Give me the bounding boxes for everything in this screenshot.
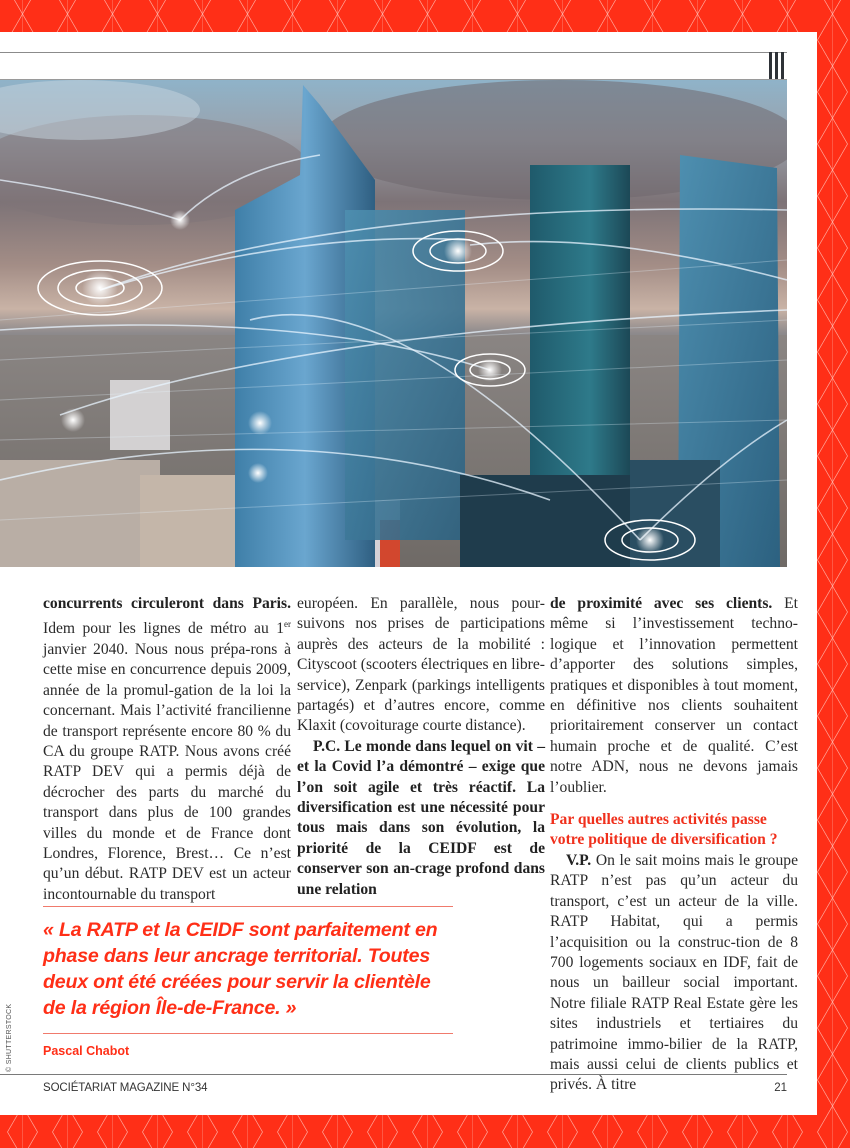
- magazine-page: [0, 32, 817, 1115]
- article-column-3: [550, 594, 798, 1096]
- pull-quote-author: Pascal Chabot: [43, 1044, 130, 1058]
- quote-rule-top: [43, 906, 453, 907]
- interview-answer-pc: P.C. Le monde dans lequel on vit – et la Covid l’a démontré – exige que l’on soit agile et très réactif. La diversification est une nécessité pour tous mais dans son évolution, la priorité de la CEIDF est de conserver son an-crage profond dans une relation: [297, 737, 545, 898]
- paragraph: concurrents circuleront dans Paris. Idem pour les lignes de métro au 1er janvier 2040. Nous nous prépa-rons à cette mise en concurrence depuis 2009, année de la promul-gation de la loi la concernant. Mais l’activité francilienne de transport représente encore 80 % du CA du groupe RATP. Nous avons créé RATP DEV qui a permis déjà de décrocher des parts du marché du transport dans plus de 100 grandes villes du monde et de France dont Londres, Florence, Brest… Ce n’est qu’un début. RATP DEV est un acteur incontournable du transport: [43, 595, 291, 903]
- pull-quote: [43, 906, 453, 1058]
- bold-lead: concurrents circuleront dans Paris.: [43, 595, 291, 612]
- article-column-2: [297, 594, 545, 900]
- city-network-photo: [0, 79, 787, 567]
- paragraph: de proximité avec ses clients. Et même si l’investissement techno-logique et l’innovation permettent d’apporter des solutions simples, pratiques et disponibles à tout moment, en définitive nos clients souhaitent prioritairement conserver un contact humain proche et de qualité. C’est notre ADN, nous ne devons jamais l’oublier.: [550, 595, 798, 796]
- photo-illustration: [0, 80, 787, 567]
- publication-name: SOCIÉTARIAT MAGAZINE N°34: [43, 1082, 208, 1094]
- pull-quote-text: « La RATP et la CEIDF sont parfaitement en phase dans leur ancrage territorial. Toutes deux ont été créées pour servir la clientèle de la région Île-de-France. »: [43, 919, 438, 1019]
- article-column-1: [43, 594, 291, 905]
- section-marker-bars-icon: [769, 52, 787, 79]
- photo-credit: © SHUTTERSTOCK: [6, 1003, 13, 1072]
- header-rule: [0, 52, 787, 53]
- quote-rule-bottom: [43, 1033, 453, 1034]
- footer-rule: [0, 1074, 787, 1075]
- interview-question: Par quelles autres activités passe votre politique de diversification ?: [550, 811, 778, 849]
- page-number: 21: [774, 1082, 787, 1094]
- interview-answer-vp: V.P. On le sait moins mais le groupe RATP n’est pas qu’un acteur du transport, c’est un acteur de la ville. RATP Habitat, qui a permis l’acquisition ou la construc-tion de 8 700 logements sociaux en IDF, fait de nous un bailleur social important. Notre filiale RATP Real Estate gère les sites industriels et tertiaires du patrimoine immo-bilier de la RATP, mais aussi celui de clients publics et privés. À titre: [550, 851, 798, 1094]
- paragraph: européen. En parallèle, nous pour-suivons nos prises de participations auprès des acteurs de la mobilité : Cityscoot (scooters électriques en libre-service), Zenpark (parkings intelligents partagés) et d’autres encore, comme Klaxit (covoiturage courte distance).: [297, 595, 545, 735]
